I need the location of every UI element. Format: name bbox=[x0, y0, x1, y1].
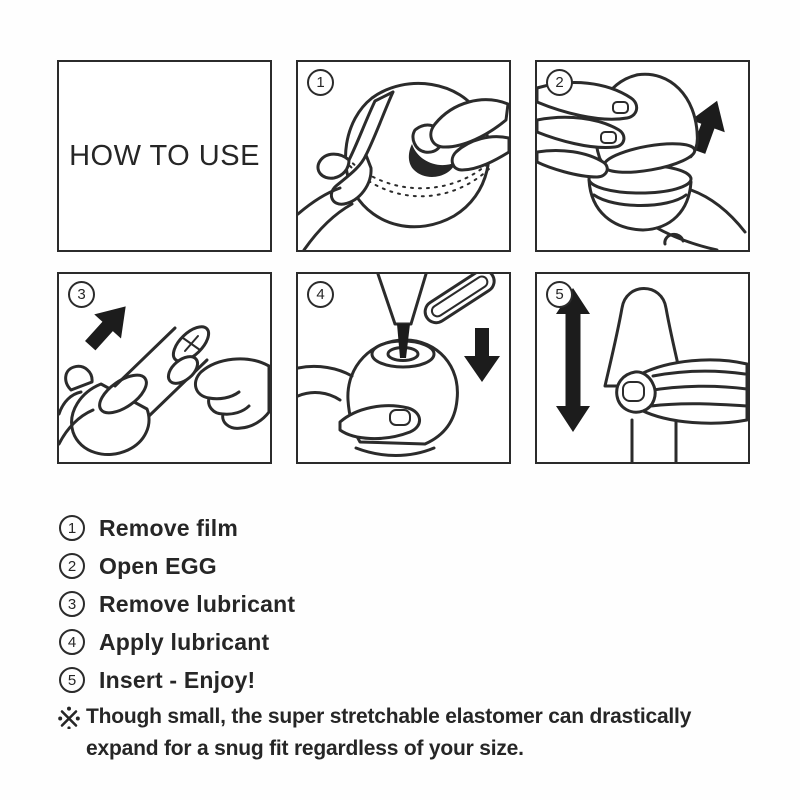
step-2-label: Open EGG bbox=[99, 552, 217, 579]
list-item bbox=[59, 661, 295, 699]
list-item bbox=[59, 547, 295, 585]
tube-nozzle bbox=[378, 274, 426, 324]
right-hand bbox=[195, 359, 269, 428]
panel-3-number-badge: 3 bbox=[68, 281, 95, 308]
holding-hand bbox=[298, 366, 352, 400]
thumbnail bbox=[390, 410, 410, 425]
panel-step-5 bbox=[535, 272, 750, 464]
step-3-number-badge: 3 bbox=[59, 591, 85, 617]
panel-title bbox=[57, 60, 272, 252]
step-3-label: Remove lubricant bbox=[99, 590, 296, 617]
panel-step-4 bbox=[296, 272, 511, 464]
fingernail bbox=[613, 102, 628, 113]
footnote-line-1 bbox=[57, 701, 757, 733]
shaft bbox=[632, 420, 676, 462]
step-1-label: Remove film bbox=[99, 514, 238, 541]
list-item bbox=[59, 623, 295, 661]
left-hand-finger bbox=[66, 366, 92, 390]
step-5-number-badge: 5 bbox=[59, 667, 85, 693]
list-item bbox=[59, 509, 295, 547]
step-4-number-badge: 4 bbox=[59, 629, 85, 655]
up-down-arrow-icon bbox=[556, 288, 590, 432]
footnote-line-2: expand for a snug fit regardless of your size. bbox=[86, 737, 524, 760]
panel-step-2 bbox=[535, 60, 750, 252]
step-2-number-badge: 2 bbox=[59, 553, 85, 579]
panel-1-number-badge: 1 bbox=[307, 69, 334, 96]
footnote-text: Though small, the super stretchable elastomer can drastically bbox=[86, 705, 692, 728]
footnote bbox=[57, 701, 757, 765]
panel-4-number-badge: 4 bbox=[307, 281, 334, 308]
panel-step-3 bbox=[57, 272, 272, 464]
reference-mark-icon bbox=[57, 705, 81, 729]
how-to-use-title: HOW TO USE bbox=[69, 139, 260, 172]
left-hand-finger bbox=[318, 154, 349, 178]
tube-body bbox=[421, 274, 498, 327]
panel-5-number-badge: 5 bbox=[546, 281, 573, 308]
step-1-number-badge: 1 bbox=[59, 515, 85, 541]
step-4-label: Apply lubricant bbox=[99, 628, 270, 655]
step-5-label: Insert - Enjoy! bbox=[99, 666, 256, 693]
step-list bbox=[59, 509, 295, 699]
thumbnail bbox=[623, 382, 644, 401]
list-item bbox=[59, 585, 295, 623]
down-arrow-icon bbox=[464, 328, 500, 382]
panel-step-1 bbox=[296, 60, 511, 252]
panel-2-number-badge: 2 bbox=[546, 69, 573, 96]
